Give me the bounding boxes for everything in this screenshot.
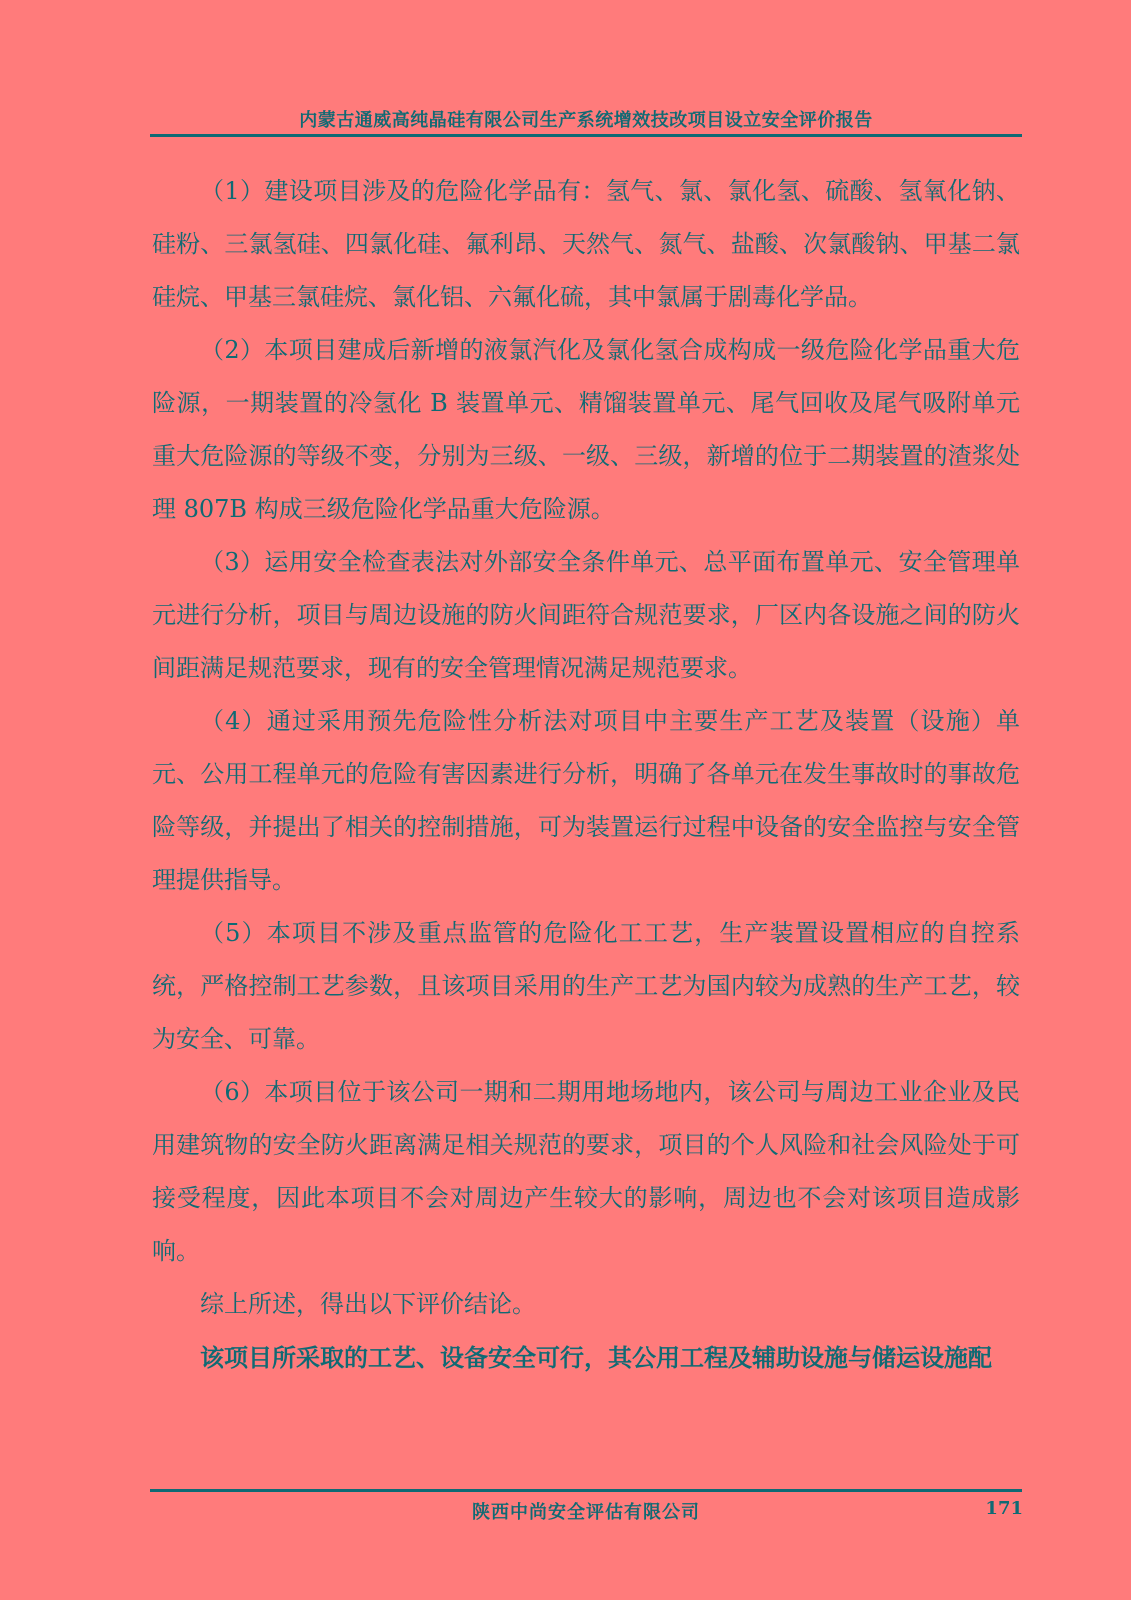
paragraph-4: （4）通过采用预先危险性分析法对项目中主要生产工艺及装置（设施）单元、公用工程单元的危险有害因素进行分析，明确了各单元在发生事故时的事故危险等级，并提出了相关的控制措施，可为装置运行过程中设备的安全监控与安全管理提供指导。 bbox=[152, 707, 1020, 894]
paragraph-1: （1）建设项目涉及的危险化学品有：氢气、氯、氯化氢、硫酸、氢氧化钠、硅粉、三氯氢硅、四氯化硅、氟利昂、天然气、氮气、盐酸、次氯酸钠、甲基二氯硅烷、甲基三氯硅烷、氯化铝、六氟化硫，其中氯属于剧毒化学品。 bbox=[152, 177, 1020, 311]
summary-paragraph: 综上所述，得出以下评价结论。 bbox=[200, 1290, 536, 1318]
footer-divider bbox=[150, 1489, 1022, 1492]
paragraph-2: （2）本项目建成后新增的液氯汽化及氯化氢合成构成一级危险化学品重大危险源，一期装置的冷氢化 B 装置单元、精馏装置单元、尾气回收及尾气吸附单元重大危险源的等级不变，分别为三级、一级、三级，新增的位于二期装置的渣浆处理 807B 构成三级危险化学品重大危险源。 bbox=[152, 336, 1020, 523]
header-divider bbox=[150, 134, 1022, 137]
paragraph-5: （5）本项目不涉及重点监管的危险化工工艺，生产装置设置相应的自控系统，严格控制工艺参数，且该项目采用的生产工艺为国内较为成熟的生产工艺，较为安全、可靠。 bbox=[152, 919, 1020, 1053]
page-header-title: 内蒙古通威高纯晶硅有限公司生产系统增效技改项目设立安全评价报告 bbox=[299, 110, 873, 131]
document-body bbox=[152, 165, 1020, 1384]
conclusion-paragraph: 该项目所采取的工艺、设备安全可行，其公用工程及辅助设施与储运设施配 bbox=[200, 1343, 992, 1372]
footer-company-name: 陕西中尚安全评估有限公司 bbox=[472, 1502, 700, 1523]
page-number: 171 bbox=[985, 1498, 1023, 1519]
paragraph-3: （3）运用安全检查表法对外部安全条件单元、总平面布置单元、安全管理单元进行分析，项目与周边设施的防火间距符合规范要求，厂区内各设施之间的防火间距满足规范要求，现有的安全管理情况满足规范要求。 bbox=[152, 548, 1020, 682]
paragraph-6: （6）本项目位于该公司一期和二期用地场地内，该公司与周边工业企业及民用建筑物的安全防火距离满足相关规范的要求，项目的个人风险和社会风险处于可接受程度，因此本项目不会对周边产生较大的影响，周边也不会对该项目造成影响。 bbox=[152, 1078, 1020, 1265]
